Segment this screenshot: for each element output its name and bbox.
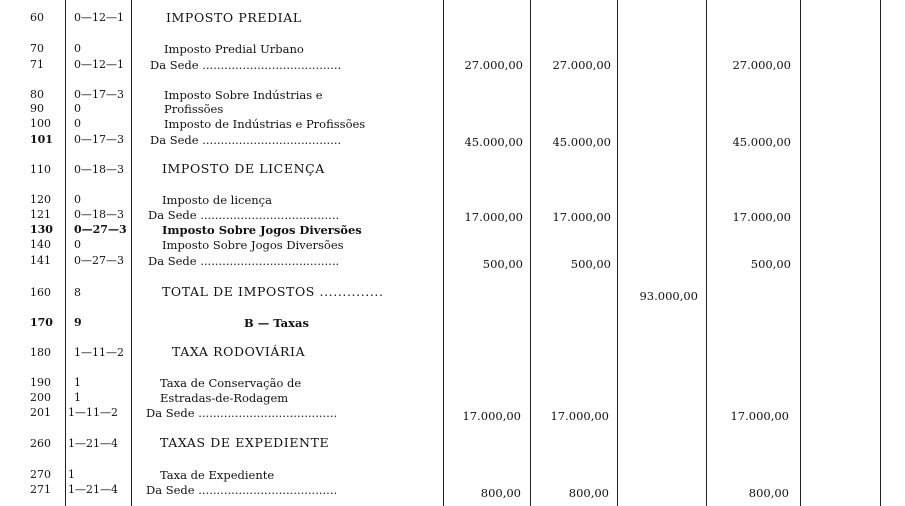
amount-col-2: 17.000,00 bbox=[552, 210, 611, 224]
amount-col-4: 45.000,00 bbox=[732, 135, 791, 149]
row-number: 60 bbox=[30, 11, 44, 24]
row-code: 0—27—3 bbox=[74, 254, 124, 267]
row-description: Da Sede ...................................... bbox=[150, 133, 342, 147]
row-description: Da Sede ...................................... bbox=[146, 406, 338, 420]
row-number: 141 bbox=[30, 254, 51, 267]
row-description: Da Sede ...................................... bbox=[148, 208, 340, 222]
row-number: 270 bbox=[30, 468, 51, 481]
column-rule-1 bbox=[65, 0, 66, 506]
row-number: 101 bbox=[30, 133, 53, 146]
amount-col-2: 17.000,00 bbox=[550, 409, 609, 423]
row-number: 200 bbox=[30, 391, 51, 404]
amount-col-1: 17.000,00 bbox=[462, 409, 521, 423]
row-number: 120 bbox=[30, 193, 51, 206]
amount-col-1: 45.000,00 bbox=[464, 135, 523, 149]
row-code: 1 bbox=[74, 391, 81, 404]
row-code: 8 bbox=[74, 286, 81, 299]
row-number: 121 bbox=[30, 208, 51, 221]
amount-col-4: 27.000,00 bbox=[732, 58, 791, 72]
row-number: 71 bbox=[30, 58, 44, 71]
row-code: 0—18—3 bbox=[74, 208, 124, 221]
column-rule-4 bbox=[530, 0, 531, 506]
row-description: Da Sede ...................................... bbox=[148, 254, 340, 268]
row-description: Profissões bbox=[164, 102, 224, 116]
total-label: TOTAL DE IMPOSTOS .............. bbox=[162, 284, 384, 299]
row-number: 260 bbox=[30, 437, 51, 450]
row-code: 0 bbox=[74, 193, 81, 206]
row-description: Da Sede ...................................... bbox=[150, 58, 342, 72]
row-number: 170 bbox=[30, 316, 53, 329]
amount-col-4: 500,00 bbox=[750, 257, 791, 271]
row-code: 0 bbox=[74, 42, 81, 55]
amount-col-2: 500,00 bbox=[570, 257, 611, 271]
column-rule-5 bbox=[617, 0, 618, 506]
row-number: 70 bbox=[30, 42, 44, 55]
row-code: 0—12—1 bbox=[74, 11, 124, 24]
row-number: 90 bbox=[30, 102, 44, 115]
amount-col-4: 17.000,00 bbox=[730, 409, 789, 423]
amount-col-1: 500,00 bbox=[482, 257, 523, 271]
row-code: 1—21—4 bbox=[68, 437, 118, 450]
amount-col-2: 27.000,00 bbox=[552, 58, 611, 72]
row-number: 140 bbox=[30, 238, 51, 251]
row-description: Imposto de licença bbox=[162, 193, 272, 207]
amount-col-1: 800,00 bbox=[480, 486, 521, 500]
section-heading: B — Taxas bbox=[244, 316, 309, 330]
amount-col-1: 17.000,00 bbox=[464, 210, 523, 224]
column-rule-2 bbox=[131, 0, 132, 506]
column-rule-7 bbox=[800, 0, 801, 506]
row-code: 0 bbox=[74, 102, 81, 115]
row-code: 0—27—3 bbox=[74, 223, 127, 236]
column-rule-8 bbox=[880, 0, 881, 506]
row-code: 0—17—3 bbox=[74, 133, 124, 146]
amount-col-3: 93.000,00 bbox=[639, 289, 698, 303]
amount-col-2: 45.000,00 bbox=[552, 135, 611, 149]
column-rule-6 bbox=[706, 0, 707, 506]
row-number: 271 bbox=[30, 483, 51, 496]
amount-col-1: 27.000,00 bbox=[464, 58, 523, 72]
row-description: Imposto de Indústrias e Profissões bbox=[164, 117, 366, 131]
row-number: 100 bbox=[30, 117, 51, 130]
row-code: 1 bbox=[74, 376, 81, 389]
row-code: 0—17—3 bbox=[74, 88, 124, 101]
row-code: 0 bbox=[74, 238, 81, 251]
section-heading: TAXA RODOVIÁRIA bbox=[172, 344, 306, 359]
amount-col-2: 800,00 bbox=[568, 486, 609, 500]
row-number: 130 bbox=[30, 223, 53, 236]
row-number: 180 bbox=[30, 346, 51, 359]
row-code: 0—18—3 bbox=[74, 163, 124, 176]
section-heading: IMPOSTO PREDIAL bbox=[166, 10, 302, 25]
row-description: Imposto Sobre Jogos Diversões bbox=[162, 238, 344, 252]
row-code: 1—11—2 bbox=[74, 346, 124, 359]
amount-col-4: 800,00 bbox=[748, 486, 789, 500]
row-description: Imposto Sobre Indústrias e bbox=[164, 88, 323, 102]
row-number: 110 bbox=[30, 163, 51, 176]
row-description: Taxa de Conservação de bbox=[160, 376, 302, 390]
row-description: Imposto Predial Urbano bbox=[164, 42, 304, 56]
row-number: 201 bbox=[30, 406, 51, 419]
section-heading: TAXAS DE EXPEDIENTE bbox=[160, 435, 330, 450]
amount-col-4: 17.000,00 bbox=[732, 210, 791, 224]
row-code: 0—12—1 bbox=[74, 58, 124, 71]
row-number: 160 bbox=[30, 286, 51, 299]
column-rule-3 bbox=[443, 0, 444, 506]
row-code: 1—21—4 bbox=[68, 483, 118, 496]
row-description: Imposto Sobre Jogos Diversões bbox=[162, 223, 362, 237]
row-code: 1—11—2 bbox=[68, 406, 118, 419]
row-code: 0 bbox=[74, 117, 81, 130]
row-number: 80 bbox=[30, 88, 44, 101]
row-number: 190 bbox=[30, 376, 51, 389]
row-description: Da Sede ...................................... bbox=[146, 483, 338, 497]
section-heading: IMPOSTO DE LICENÇA bbox=[162, 161, 325, 176]
row-code: 1 bbox=[68, 468, 75, 481]
row-code: 9 bbox=[74, 316, 82, 329]
row-description: Taxa de Expediente bbox=[160, 468, 275, 482]
row-description: Estradas-de-Rodagem bbox=[160, 391, 289, 405]
